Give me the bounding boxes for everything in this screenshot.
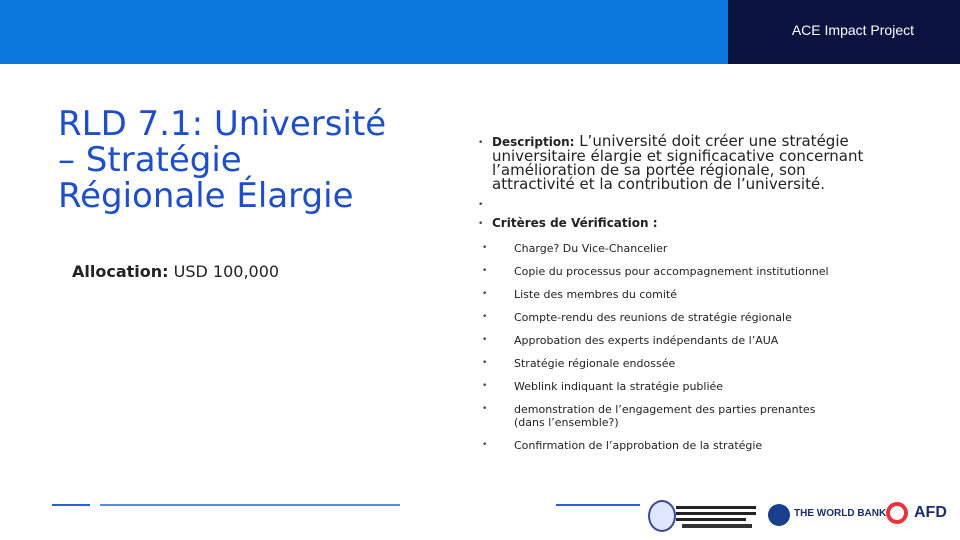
footer-rule-3	[556, 504, 640, 506]
criteria-item: • Copie du processus pour accompagnement institutionnel	[482, 265, 829, 278]
association-logo	[648, 500, 676, 532]
criteria-item: • Compte-rendu des reunions de stratégie régionale	[482, 311, 792, 324]
world-bank-globe-icon	[768, 504, 790, 526]
criteria-item: • Stratégie régionale endossée	[482, 357, 676, 370]
criteria-item: • Liste des membres du comité	[482, 288, 678, 301]
allocation-value: USD 100,000	[168, 262, 280, 281]
footer-rule-2	[100, 504, 400, 506]
bullet-empty: •	[478, 200, 484, 210]
criteria-list	[482, 240, 882, 452]
criteria-item: • Approbation des experts indépendants de l’AUA	[482, 334, 779, 347]
bullet-criteria: •	[478, 219, 484, 229]
title-line-1: RLD 7.1: Université	[58, 104, 387, 144]
world-bank-logo-text: THE WORLD BANK	[794, 508, 887, 519]
afd-ring-icon	[886, 502, 908, 524]
allocation	[72, 262, 279, 281]
association-wordmark	[676, 504, 760, 530]
description	[492, 134, 892, 191]
footer-rule-1	[52, 504, 90, 506]
allocation-label: Allocation:	[72, 262, 169, 281]
association-logo-text	[676, 504, 760, 531]
slide-title	[58, 106, 438, 214]
criteria-item: • demonstration de l’engagement des parties prenantes (dans l’ensemble?)	[482, 403, 816, 429]
project-label: ACE Impact Project	[791, 22, 914, 38]
afd-logo-text: AFD	[914, 504, 947, 521]
criteria-item: • Weblink indiquant la stratégie publiée	[482, 380, 724, 393]
partner-logos	[648, 500, 948, 532]
criteria-label: Critères de Vérification :	[492, 216, 658, 230]
description-label: Description:	[492, 135, 575, 149]
description-text: L’université doit créer une stratégie universitaire élargie et significacative concernant l’amélioration de sa portée régionale, son attractivité et la contribution de l’université.	[492, 132, 864, 193]
bullet-description: •	[478, 138, 484, 148]
criteria-item: • Confirmation de l’approbation de la stratégie	[482, 439, 763, 452]
criteria-item: • Charge? Du Vice-Chancelier	[482, 242, 668, 255]
title-line-3: Régionale Élargie	[58, 176, 354, 216]
header-bar	[0, 0, 960, 64]
title-line-2: – Stratégie	[58, 140, 242, 180]
header-panel	[728, 0, 960, 64]
